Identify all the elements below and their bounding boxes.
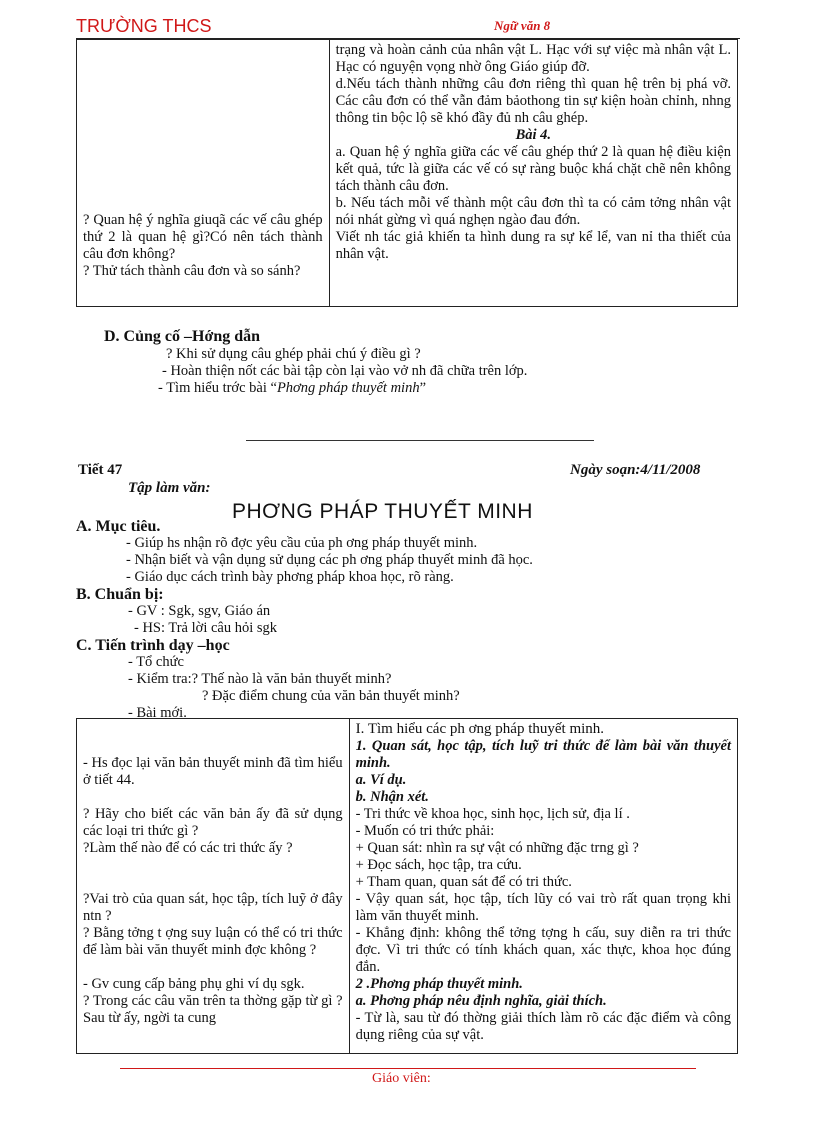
section-d-quote: ”: [419, 380, 427, 396]
footer-divider: [120, 1068, 696, 1069]
section-a-item: - Giáo dục cách trình bày phơng pháp khoa học, rõ ràng.: [126, 569, 454, 585]
section-d-item: ? Khi sử dụng câu ghép phải chú ý điều gì ?: [166, 346, 421, 362]
table1-right-line: Viết nh tác giả khiến ta hình dung ra sự kể lể, van nỉ tha thiết của nhân vật.: [335, 229, 731, 262]
table2-right-item: - Muốn có tri thức phải:: [355, 823, 495, 839]
table1-right-line: a. Quan hệ ý nghĩa giữa các vế câu ghép thứ 2 là quan hệ điều kiện kết quả, tức là giữa các vế có sự ràng buộc khá chặt chẽ nên không tách thành câu đơn.: [335, 144, 731, 194]
table1-left-line: ? Thử tách thành câu đơn và so sánh?: [83, 263, 301, 279]
section-a-heading: A. Mục tiêu.: [76, 518, 161, 535]
table2-right-cell: [349, 719, 737, 1054]
example-label: a. Ví dụ.: [355, 772, 407, 788]
subheading-1: 1. Quan sát, học tập, tích luỹ tri thức để làm bài văn thuyết minh.: [355, 738, 731, 771]
table2-right-item: - Tri thức về khoa học, sinh học, lịch sử, địa lí .: [355, 806, 630, 822]
table1-right-cell: [329, 40, 737, 307]
lesson-date: Ngày soạn:4/11/2008: [570, 462, 701, 478]
table2-right-item: + Tham quan, quan sát để có tri thức.: [355, 874, 572, 890]
table1-left-cell: [77, 40, 330, 307]
table-continued: [76, 39, 738, 307]
section-b-item: - HS: Trả lời câu hỏi sgk: [134, 620, 278, 636]
table2-left-line: ?Làm thế nào để có các tri thức ấy ?: [83, 840, 293, 856]
lesson-table: [76, 718, 738, 1054]
section-c-item: - Kiểm tra:? Thế nào là văn bản thuyết minh?: [128, 671, 392, 687]
section-d-item: - Hoàn thiện nốt các bài tập còn lại vào vở nh đã chữa trên lớp.: [162, 363, 528, 379]
section-a-item: - Nhận biết và vận dụng sử dụng các ph ơng pháp thuyết minh đã học.: [126, 552, 533, 568]
table2-left-line: ? Trong các câu văn trên ta thờng gặp từ gì ? Sau từ ấy, ngời ta cung: [83, 993, 343, 1026]
table2-right-item: - Từ là, sau từ đó thờng giải thích làm rõ các đặc điểm và công dụng riêng của sự vật.: [355, 1010, 731, 1043]
subheading-2a: a. Phơng pháp nêu định nghĩa, giải thích.: [355, 993, 607, 1009]
section-c-item: ? Đặc điểm chung của văn bản thuyết minh?: [202, 688, 460, 704]
section-b-heading: B. Chuẩn bị:: [76, 586, 164, 603]
lesson-title: PHƠNG PHÁP THUYẾT MINH: [232, 500, 533, 523]
table2-right-item: + Quan sát: nhìn ra sự vật có những đặc trng gì ?: [355, 840, 639, 856]
subheading-2: 2 .Phơng pháp thuyết minh.: [355, 976, 523, 992]
section-d-item-preview: [158, 380, 426, 397]
lesson-type: Tập làm văn:: [128, 480, 211, 496]
table1-right-line: trạng và hoàn cảnh của nhân vật L. Hạc với sự việc mà nhân vật L. Hạc có nguyện vọng nhờ ông Giáo giúp đỡ.: [335, 42, 731, 75]
section-d-heading: D. Củng cố –Hớng dẫn: [104, 328, 261, 345]
school-name: TRƯỜNG THCS: [76, 16, 212, 36]
table2-left-line: ? Hãy cho biết các văn bản ấy đã sử dụng các loại tri thức gì ?: [83, 806, 343, 839]
table2-left-cell: [77, 719, 350, 1054]
footer-teacher-label: Giáo viên:: [372, 1071, 431, 1086]
table2-left-line: - Gv cung cấp bảng phụ ghi ví dụ sgk.: [83, 976, 305, 992]
part-one-heading: I. Tìm hiểu các ph ơng pháp thuyết minh.: [355, 721, 605, 737]
lesson-number: Tiết 47: [78, 462, 123, 478]
table2-left-line: ? Bằng tởng t ợng suy luận có thể có tri thức để làm bài văn thuyết minh đợc không ?: [83, 925, 343, 958]
section-d-italic-title: Phơng pháp thuyết minh: [276, 380, 420, 396]
table2-left-line: - Hs đọc lại văn bản thuyết minh đã tìm hiểu ở tiết 44.: [83, 755, 343, 788]
table1-right-line: d.Nếu tách thành những câu đơn riêng thì quan hệ trên bị phá vỡ. Các câu đơn có thể vẫn đảm bảothong tin sự kiện hoàn chỉnh, nhng thông tin bộc lộ sẽ khó đầy đủ nh câu ghép.: [335, 76, 731, 126]
table1-right-line: b. Nếu tách mỗi vế thành một câu đơn thì ta có cảm tởng nhân vật nói nhát gừng vì quá nghẹn ngào đau đớn.: [335, 195, 731, 228]
table2-right-item: + Đọc sách, học tập, tra cứu.: [355, 857, 522, 873]
table1-left-line: ? Quan hệ ý nghĩa giuqã các vế câu ghép thứ 2 là quan hệ gì?Có nên tách thành câu đơn không?: [83, 212, 323, 262]
section-c-heading: C. Tiến trình dạy –học: [76, 637, 230, 654]
section-d-prefix: - Tìm hiểu trớc bài “: [158, 380, 277, 396]
section-a-item: - Giúp hs nhận rõ đợc yêu cầu của ph ơng pháp thuyết minh.: [126, 535, 478, 551]
table2-right-item: - Khẳng định: không thể tởng tợng h cấu, suy diễn ra tri thức đợc. Vì tri thức có tính khách quan, xác thực, khoa học đúng đắn.: [355, 925, 731, 975]
table2-left-line: ?Vai trò của quan sát, học tập, tích luỹ ở đây ntn ?: [83, 891, 343, 924]
section-c-item: - Bài mới.: [128, 705, 187, 721]
section-b-item: - GV : Sgk, sgv, Giáo án: [128, 603, 271, 619]
section-c-item: - Tổ chức: [128, 654, 184, 670]
remark-label: b. Nhận xét.: [355, 789, 429, 805]
subject-name: Ngữ văn 8: [494, 18, 551, 33]
table2-right-item: - Vậy quan sát, học tập, tích lũy có vai trò rất quan trọng khi làm văn thuyết minh.: [355, 891, 731, 924]
section-separator: [246, 440, 594, 441]
exercise-heading: Bài 4.: [515, 127, 552, 143]
